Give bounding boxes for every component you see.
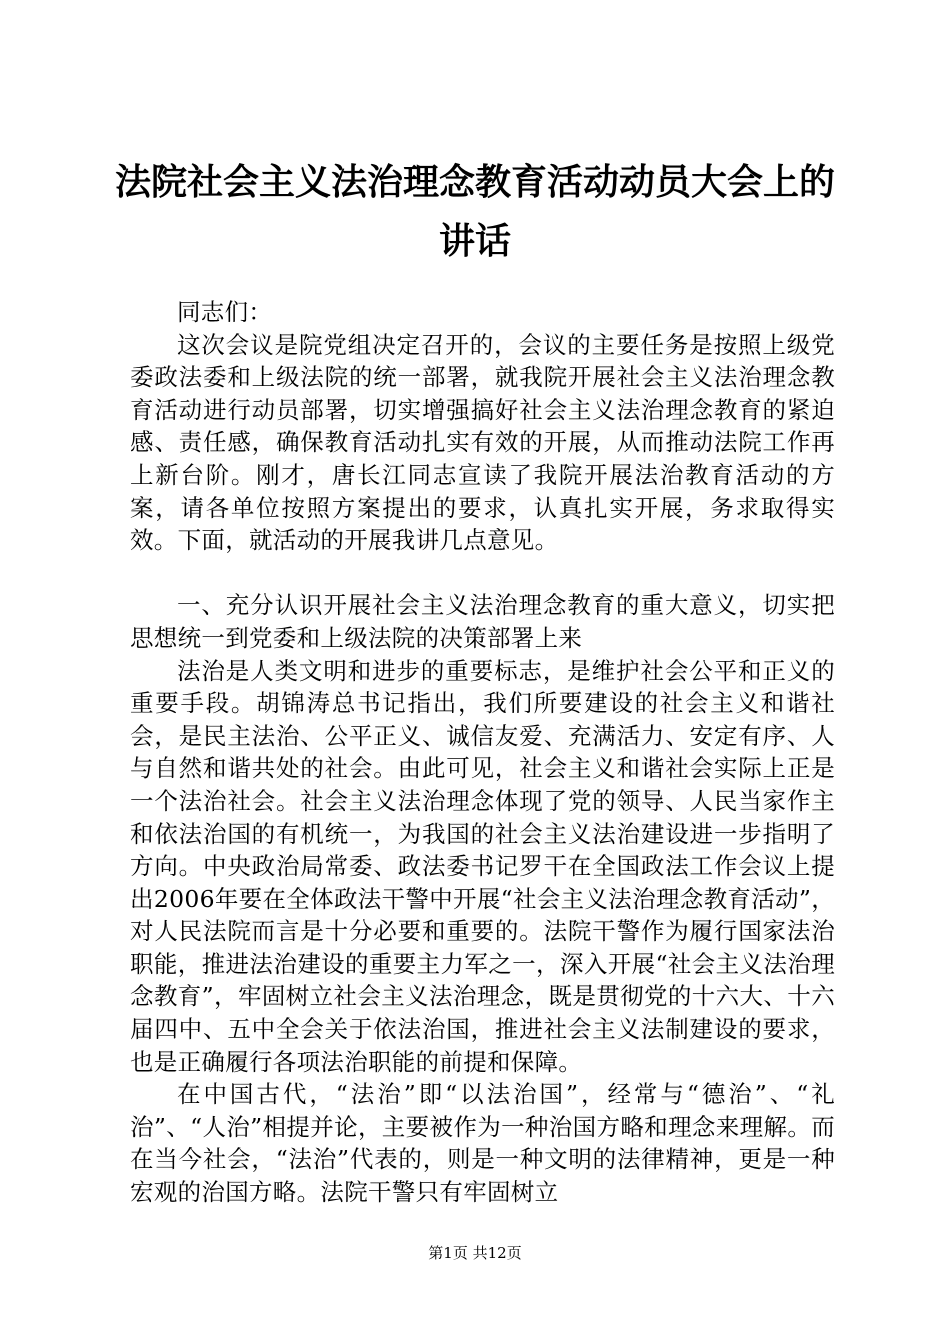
body-paragraph: 在中国古代，“法治”即“以法治国”，经常与“德治”、“礼治”、“人治”相提并论，主要被作为一种治国方略和理念来理解。而在当今社会，“法治”代表的，则是一种文明的法律精神，更是一种宏观的治国方略。法院干警只有牢固树立 [130,1080,835,1207]
page-number-footer: 第1页 共12页 [428,1244,522,1262]
body-paragraph: 这次会议是院党组决定召开的，会议的主要任务是按照上级党委政法委和上级法院的统一部署，就我院开展社会主义法治理念教育活动进行动员部署，切实增强搞好社会主义法治理念教育的紧迫感、责任感，确保教育活动扎实有效的开展，从而推动法院工作再上新台阶。刚才，唐长江同志宣读了我院开展法治教育活动的方案，请各单位按照方案提出的要求，认真扎实开展，务求取得实效。下面，就活动的开展我讲几点意见。 [130,330,835,555]
section-heading: 一、充分认识开展社会主义法治理念教育的重大意义，切实把思想统一到党委和上级法院的决策部署上来 [130,591,835,652]
document-title-line-2: 讲话 [438,221,511,262]
document-body [130,296,835,1209]
body-paragraph: 法治是人类文明和进步的重要标志，是维护社会公平和正义的重要手段。胡锦涛总书记指出，我们所要建设的社会主义和谐社会，是民主法治、公平正义、诚信友爱、充满活力、安定有序、人与自然和谐共处的社会。由此可见，社会主义和谐社会实际上正是一个法治社会。社会主义法治理念体现了党的领导、人民当家作主和依法治国的有机统一，为我国的社会主义法治建设进一步指明了方向。中央政治局常委、政法委书记罗干在全国政法工作会议上提出2006年要在全体政法干警中开展“社会主义法治理念教育活动”，对人民法院而言是十分必要和重要的。法院干警作为履行国家法治职能，推进法治建设的重要主力军之一，深入开展“社会主义法治理念教育”，牢固树立社会主义法治理念，既是贯彻党的十六大、十六届四中、五中全会关于依法治国，推进社会主义法制建设的要求，也是正确履行各项法治职能的前提和保障。 [130,656,835,1076]
salutation: 同志们： [177,298,273,326]
document-title-line-1: 法院社会主义法治理念教育活动动员大会上的 [114,162,835,203]
